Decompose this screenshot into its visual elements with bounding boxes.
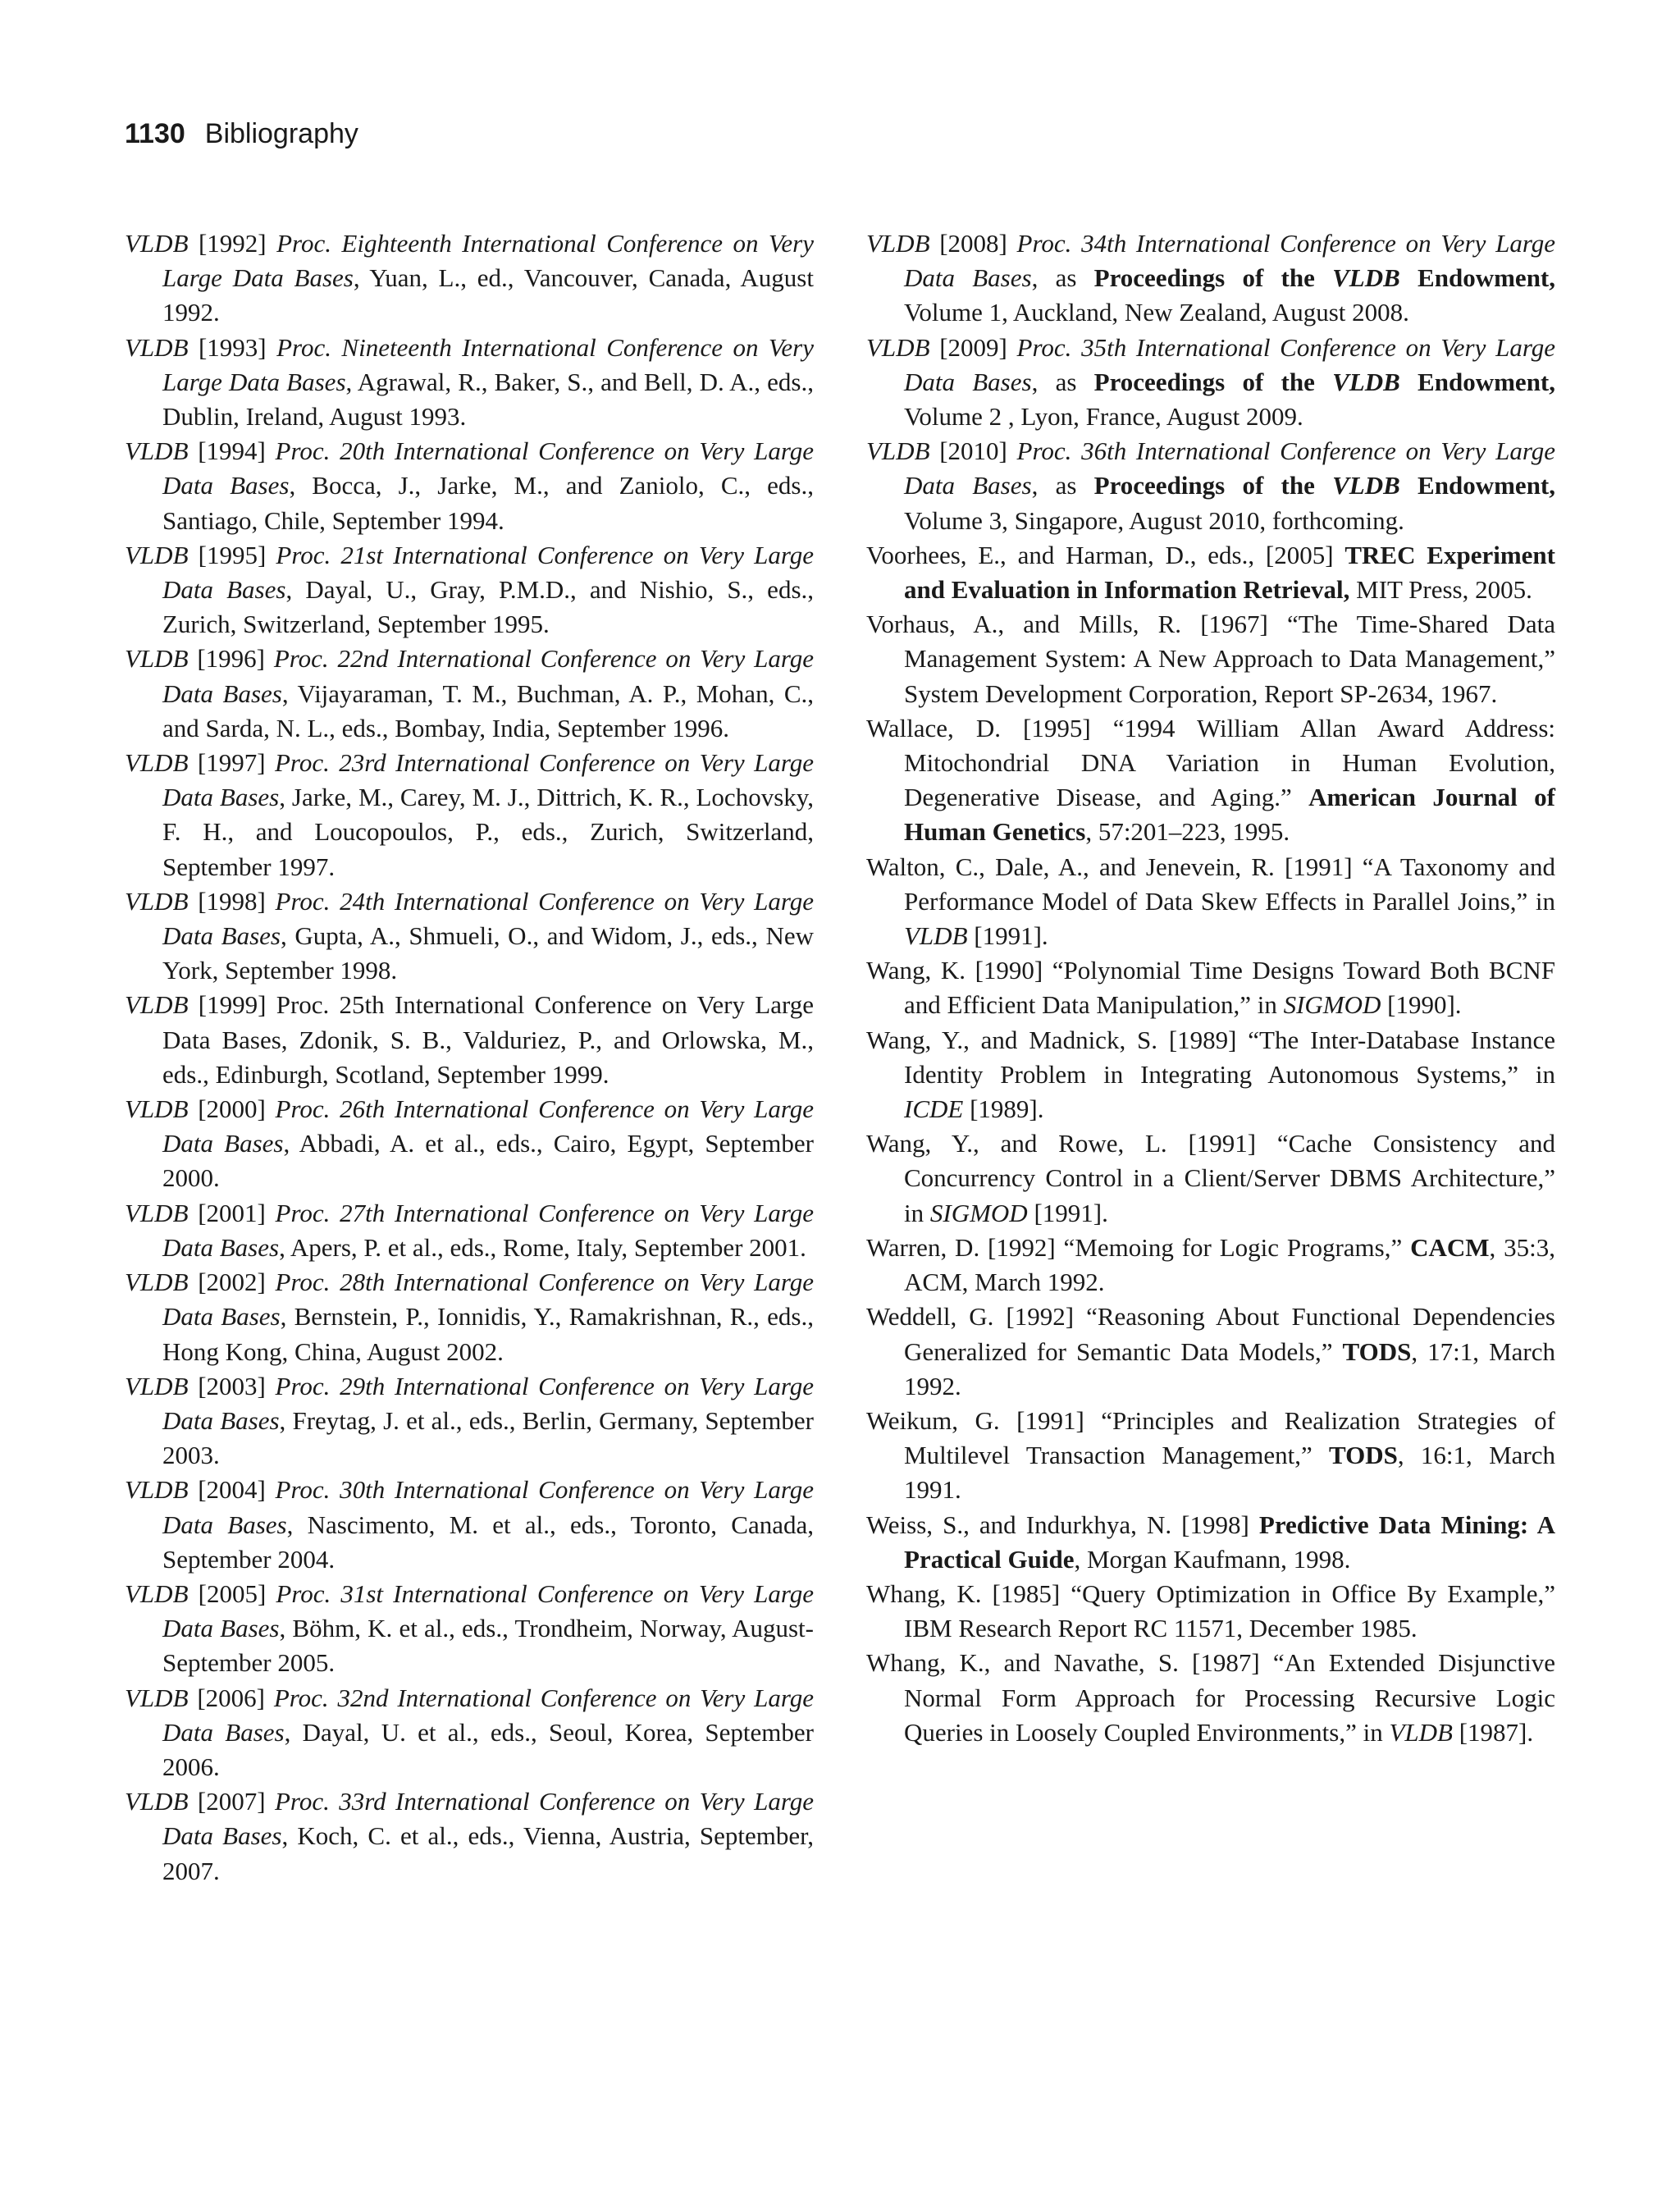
entry-text: Proc. 22nd International Conference on Very Large Data Bases bbox=[162, 644, 814, 708]
entry-text: Proc. 28th International Conference on Very Large Data Bases bbox=[162, 1268, 814, 1332]
entry-text: [2004] bbox=[188, 1475, 276, 1505]
entry-text: Whang, K., and Navathe, S. [1987] “An Extended Disjunctive Normal Form Approach for Processing Recursive Logic Queries in Loosely Coupled Environments,” in bbox=[866, 1648, 1555, 1747]
entry-text: [1997] bbox=[188, 748, 275, 778]
entry-text: Proc. 32nd International Conference on Very Large Data Bases bbox=[162, 1683, 814, 1747]
entry-text: Proc. Nineteenth International Conference on Very Large Data Bases bbox=[162, 332, 814, 396]
bibliography-entry bbox=[125, 1196, 814, 1265]
entry-text: Proc. 33rd International Conference on Very Large Data Bases bbox=[162, 1787, 815, 1851]
entry-text: SIGMOD bbox=[1283, 990, 1381, 1020]
entry-text: VLDB bbox=[125, 1198, 189, 1227]
entry-text: VLDB bbox=[125, 229, 189, 258]
bibliography-entry bbox=[866, 1231, 1555, 1300]
bibliography-entry bbox=[125, 642, 814, 746]
entry-text: , Vijayaraman, T. M., Buchman, A. P., Mohan, C., and Sarda, N. L., eds., Bombay, India, September 1996. bbox=[162, 678, 815, 742]
entry-text: VLDB bbox=[866, 436, 930, 466]
entry-text: , Jarke, M., Carey, M. J., Dittrich, K. R., Lochovsky, F. H., and Loucopoulos, P., eds., Zurich, Switzerland, September 1997. bbox=[162, 783, 814, 881]
bibliography-entry bbox=[866, 953, 1555, 1022]
entry-text: Proceedings of the bbox=[1093, 263, 1333, 293]
entry-text: VLDB bbox=[125, 1371, 189, 1400]
entry-text: Volume 1, Auckland, New Zealand, August 2008. bbox=[904, 298, 1409, 327]
bibliography-entry bbox=[125, 746, 814, 884]
entry-text: VLDB bbox=[125, 1475, 189, 1505]
entry-text: TODS bbox=[1342, 1336, 1412, 1366]
entry-text: [1991]. bbox=[967, 921, 1048, 951]
entry-text: Endowment, bbox=[1399, 367, 1556, 396]
entry-text: VLDB bbox=[125, 886, 189, 916]
entry-text: Weikum, G. [1991] “Principles and Realization Strategies of Multilevel Transaction Management,” bbox=[866, 1405, 1555, 1470]
bibliography-entry bbox=[125, 1784, 814, 1889]
entry-text: Proc. Eighteenth International Conference on Very Large Data Bases bbox=[162, 229, 814, 293]
running-header bbox=[125, 118, 358, 150]
entry-text: Proc. 34th International Conference on Very Large Data Bases bbox=[904, 229, 1555, 293]
bibliography-entry bbox=[125, 434, 814, 538]
entry-text: VLDB bbox=[125, 436, 189, 466]
entry-text: VLDB bbox=[904, 921, 968, 951]
entry-text: Whang, K. [1985] “Query Optimization in Office By Example,” IBM Research Report RC 11571, December 1985. bbox=[866, 1578, 1555, 1643]
running-title: Bibliography bbox=[204, 118, 358, 149]
entry-text: Walton, C., Dale, A., and Jenevein, R. [1991] “A Taxonomy and Performance Model of Data Skew Effects in Parallel Joins,” in bbox=[866, 852, 1555, 916]
entry-text: TODS bbox=[1329, 1441, 1398, 1470]
entry-text: Predictive Data Mining: A Practical Guide bbox=[904, 1510, 1555, 1574]
entry-text: , 35:3, ACM, March 1992. bbox=[904, 1232, 1555, 1297]
entry-text: , Agrawal, R., Baker, S., and Bell, D. A., eds., Dublin, Ireland, August 1993. bbox=[162, 367, 814, 432]
bibliography-entry bbox=[125, 1681, 814, 1785]
entry-text: [1987]. bbox=[1452, 1717, 1534, 1747]
entry-text: VLDB bbox=[866, 229, 930, 258]
entry-text: Wang, K. [1990] “Polynomial Time Designs Toward Both BCNF and Efficient Data Manipulation,” in bbox=[866, 956, 1555, 1020]
entry-text: SIGMOD bbox=[929, 1198, 1028, 1227]
entry-text: Proc. 30th International Conference on Very Large Data Bases bbox=[162, 1475, 814, 1539]
entry-text: [2000] bbox=[188, 1094, 276, 1124]
entry-text: Proc. 29th International Conference on Very Large Data Bases bbox=[162, 1371, 814, 1435]
entry-text: , 16:1, March 1991. bbox=[904, 1441, 1555, 1505]
entry-text: , Koch, C. et al., eds., Vienna, Austria, September, 2007. bbox=[162, 1821, 814, 1885]
entry-text: [2007] bbox=[188, 1787, 275, 1816]
entry-text: VLDB bbox=[1332, 471, 1400, 500]
right-column bbox=[866, 226, 1555, 1750]
entry-text: VLDB bbox=[125, 540, 189, 569]
entry-text: , 57:201–223, 1995. bbox=[1085, 817, 1290, 847]
entry-text: , Dayal, U. et al., eds., Seoul, Korea, September 2006. bbox=[162, 1717, 814, 1781]
entry-text: , Dayal, U., Gray, P.M.D., and Nishio, S., eds., Zurich, Switzerland, September 1995. bbox=[162, 575, 815, 639]
bibliography-entry bbox=[125, 1473, 814, 1577]
entry-text: [1996] bbox=[188, 644, 274, 674]
entry-text: Weddell, G. [1992] “Reasoning About Functional Dependencies Generalized for Semantic Data Models,” bbox=[866, 1302, 1555, 1366]
bibliography-entry bbox=[866, 1300, 1555, 1404]
entry-text: , Yuan, L., ed., Vancouver, Canada, August 1992. bbox=[162, 263, 814, 327]
entry-text: [2010] bbox=[929, 436, 1017, 466]
bibliography-entry bbox=[125, 884, 814, 989]
page-number: 1130 bbox=[125, 118, 185, 149]
entry-text: [2003] bbox=[188, 1371, 276, 1400]
entry-text: Proc. 23rd International Conference on Very Large Data Bases bbox=[162, 748, 815, 812]
entry-text: MIT Press, 2005. bbox=[1349, 575, 1532, 605]
entry-text: VLDB bbox=[125, 990, 189, 1020]
bibliography-entry bbox=[125, 226, 814, 331]
bibliography-entry bbox=[866, 1646, 1555, 1750]
bibliography-entry bbox=[866, 607, 1555, 711]
entry-text: VLDB bbox=[866, 332, 930, 362]
entry-text: VLDB bbox=[125, 1094, 189, 1124]
entry-text: Wallace, D. [1995] “1994 William Allan Award Address: Mitochondrial DNA Variation in Human Evolution, Degenerative Disease, and Aging.” bbox=[866, 713, 1555, 812]
entry-text: , Freytag, J. et al., eds., Berlin, Germany, September 2003. bbox=[162, 1405, 814, 1470]
bibliography-entry bbox=[866, 711, 1555, 850]
bibliography-entry bbox=[125, 1369, 814, 1473]
bibliography-entry bbox=[125, 538, 814, 642]
bibliography-entry bbox=[866, 331, 1555, 435]
entry-text: , Abbadi, A. et al., eds., Cairo, Egypt, September 2000. bbox=[162, 1129, 814, 1193]
entry-text: American Journal of Human Genetics bbox=[904, 783, 1555, 847]
entry-text: , as bbox=[1031, 367, 1094, 396]
entry-text: [2009] bbox=[929, 332, 1017, 362]
entry-text: Proc. 21st International Conference on Very Large Data Bases bbox=[162, 540, 814, 605]
bibliography-entry bbox=[866, 1023, 1555, 1127]
entry-text: [2008] bbox=[929, 229, 1017, 258]
entry-text: , as bbox=[1031, 263, 1094, 293]
entry-text: VLDB bbox=[1389, 1717, 1453, 1747]
entry-text: VLDB bbox=[125, 1268, 189, 1297]
entry-text: Proc. 35th International Conference on Very Large Data Bases bbox=[904, 332, 1555, 396]
entry-text: [1992] bbox=[188, 229, 277, 258]
bibliography-entry bbox=[866, 434, 1555, 538]
entry-text: , as bbox=[1031, 471, 1094, 500]
bibliography-entry bbox=[125, 1265, 814, 1369]
entry-text: Endowment, bbox=[1399, 263, 1556, 293]
entry-text: VLDB bbox=[1332, 263, 1400, 293]
entry-text: [2005] bbox=[188, 1578, 276, 1608]
bibliography-entry bbox=[125, 1092, 814, 1196]
entry-text: Volume 3, Singapore, August 2010, forthcoming. bbox=[904, 505, 1404, 535]
entry-text: Weiss, S., and Indurkhya, N. [1998] bbox=[866, 1510, 1259, 1539]
entry-text: Proc. 27th International Conference on Very Large Data Bases bbox=[162, 1198, 814, 1262]
entry-text: Proc. 26th International Conference on Very Large Data Bases bbox=[162, 1094, 814, 1158]
entry-text: Warren, D. [1992] “Memoing for Logic Programs,” bbox=[866, 1232, 1411, 1262]
entry-text: Wang, Y., and Rowe, L. [1991] “Cache Consistency and Concurrency Control in a Client/Server DBMS Architecture,” in bbox=[866, 1129, 1555, 1227]
bibliography-entry bbox=[125, 331, 814, 435]
entry-text: Proc. 36th International Conference on Very Large Data Bases bbox=[904, 436, 1555, 500]
entry-text: Wang, Y., and Madnick, S. [1989] “The Inter-Database Instance Identity Problem in Integrating Autonomous Systems,” in bbox=[866, 1025, 1555, 1089]
entry-text: [1989]. bbox=[963, 1094, 1044, 1124]
entry-text: [1991]. bbox=[1027, 1198, 1108, 1227]
bibliography-entry bbox=[125, 1577, 814, 1681]
entry-text: Volume 2 , Lyon, France, August 2009. bbox=[904, 402, 1303, 432]
entry-text: Proc. 20th International Conference on Very Large Data Bases bbox=[162, 436, 814, 500]
entry-text: VLDB bbox=[125, 1787, 189, 1816]
entry-text: , 17:1, March 1992. bbox=[904, 1336, 1555, 1400]
bibliography-entry bbox=[866, 226, 1555, 331]
entry-text: [1995] bbox=[188, 540, 276, 569]
entry-text: TREC Experiment and Evaluation in Information Retrieval, bbox=[904, 540, 1555, 605]
entry-text: Endowment, bbox=[1399, 471, 1556, 500]
entry-text: Proc. 31st International Conference on Very Large Data Bases bbox=[162, 1578, 814, 1643]
entry-text: ICDE bbox=[904, 1094, 964, 1124]
entry-text: [1990]. bbox=[1381, 990, 1462, 1020]
entry-text: , Bernstein, P., Ionnidis, Y., Ramakrishnan, R., eds., Hong Kong, China, August 2002. bbox=[162, 1302, 814, 1366]
entry-text: Proceedings of the bbox=[1093, 471, 1333, 500]
entry-text: [1998] bbox=[188, 886, 276, 916]
entry-text: , Böhm, K. et al., eds., Trondheim, Norway, August-September 2005. bbox=[162, 1614, 814, 1678]
entry-text: [2001] bbox=[188, 1198, 276, 1227]
entry-text: VLDB bbox=[125, 748, 189, 778]
entry-text: Proc. 24th International Conference on Very Large Data Bases bbox=[162, 886, 814, 951]
entry-text: , Gupta, A., Shmueli, O., and Widom, J., eds., New York, September 1998. bbox=[162, 921, 815, 985]
entry-text: VLDB bbox=[125, 644, 189, 674]
entry-text: [1993] bbox=[188, 332, 277, 362]
bibliography-entry bbox=[125, 988, 814, 1092]
bibliography-entry bbox=[866, 850, 1555, 954]
entry-text: [2006] bbox=[188, 1683, 274, 1712]
bibliography-entry bbox=[866, 1577, 1555, 1646]
entry-text: Voorhees, E., and Harman, D., eds., [2005] bbox=[866, 540, 1345, 569]
entry-text: , Morgan Kaufmann, 1998. bbox=[1074, 1544, 1351, 1574]
bibliography-entry bbox=[866, 1126, 1555, 1231]
entry-text: [2002] bbox=[188, 1268, 276, 1297]
bibliography-entry bbox=[866, 538, 1555, 607]
entry-text: Proceedings of the bbox=[1093, 367, 1333, 396]
entry-text: , Bocca, J., Jarke, M., and Zaniolo, C., eds., Santiago, Chile, September 1994. bbox=[162, 471, 814, 535]
bibliography-entry bbox=[866, 1404, 1555, 1508]
entry-text: [1994] bbox=[188, 436, 276, 466]
left-column bbox=[125, 226, 814, 1889]
entry-text: VLDB bbox=[1332, 367, 1400, 396]
entry-text: , Apers, P. et al., eds., Rome, Italy, September 2001. bbox=[279, 1232, 806, 1262]
entry-text: , Nascimento, M. et al., eds., Toronto, Canada, September 2004. bbox=[162, 1510, 814, 1574]
bibliography-entry bbox=[866, 1508, 1555, 1577]
entry-text: VLDB bbox=[125, 1683, 189, 1712]
entry-text: VLDB bbox=[125, 1578, 189, 1608]
entry-text: Vorhaus, A., and Mills, R. [1967] “The Time-Shared Data Management System: A New Approach to Data Management,” System Development Corporation, Report SP-2634, 1967. bbox=[866, 610, 1555, 708]
entry-text: CACM bbox=[1410, 1232, 1490, 1262]
entry-text: VLDB bbox=[125, 332, 189, 362]
entry-text: [1999] Proc. 25th International Conference on Very Large Data Bases, Zdonik, S. B., Valduriez, P., and Orlowska, M., eds., Edinburgh, Scotland, September 1999. bbox=[162, 990, 814, 1089]
